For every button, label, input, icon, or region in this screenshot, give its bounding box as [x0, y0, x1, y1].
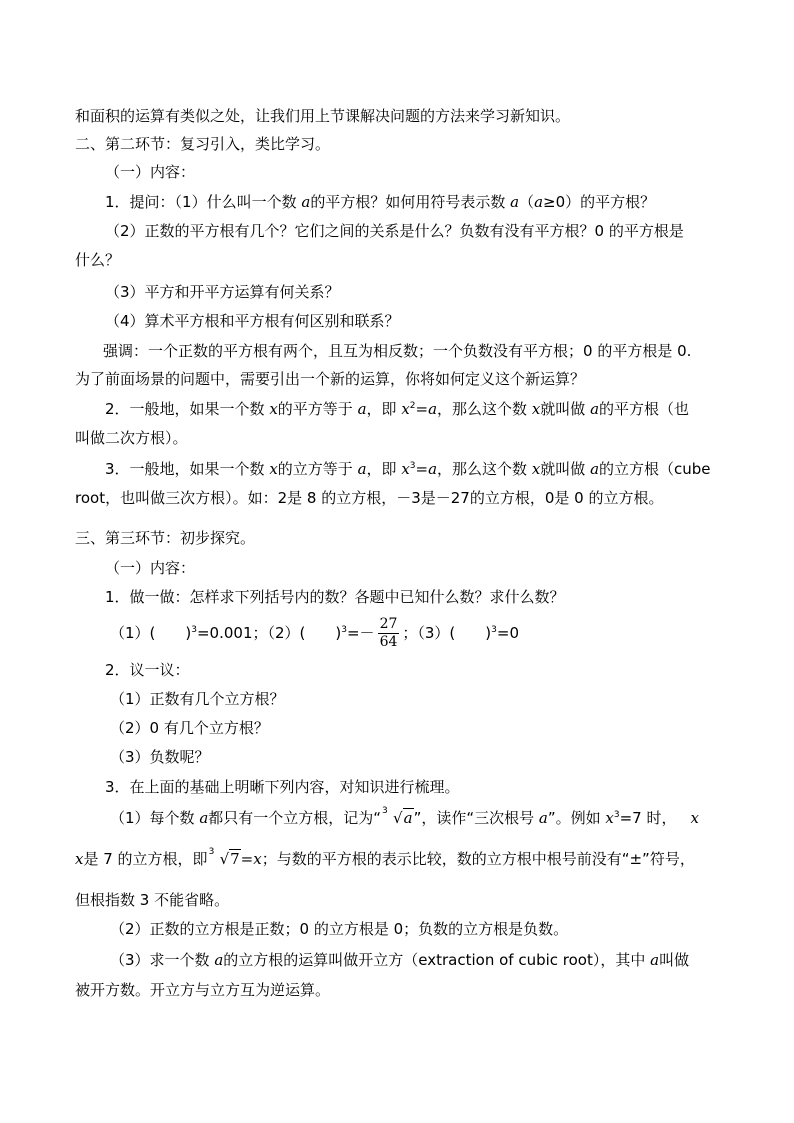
question-4-line: （4）算术平方根和平方根有何区别和联系？ — [105, 312, 400, 330]
summary-point-3-cont: 被开方数。开立方与立方互为逆运算。 — [75, 981, 331, 999]
question-3-line: （3）平方和开平方运算有何关系？ — [105, 283, 340, 301]
emphasis-line: 强调：一个正数的平方根有两个，且互为相反数；一个负数没有平方根；0 的平方根是 0. — [103, 342, 692, 360]
activity-discuss: 2．议一议： — [105, 661, 190, 679]
summary-point-2: （2）正数的立方根是正数；0 的立方根是 0；负数的立方根是负数。 — [110, 920, 569, 938]
activity-do: 1．做一做：怎样求下列括号内的数？各题中已知什么数？求什么数？ — [105, 588, 565, 606]
summary-point-1-cont2: 但根指数 3 不能省略。 — [75, 891, 230, 909]
question-2-line: （2）正数的平方根有几个？它们之间的关系是什么？负数有没有平方根？0 的平方根是 — [105, 222, 684, 240]
summary-point-1-cont: x是 7 的立方根，即 3 √7=x；与数的平方根的表示比较，数的立方根中根号前没有“±”符号， — [75, 847, 695, 868]
fraction-27-64: $\frac{27}{64}$ — [379, 616, 398, 650]
summary-point-1: （1）每个数 a都只有一个立方根，记为“ 3 √a”，读作“三次根号 a”。例如 $x^3=7$ 时， x — [110, 806, 699, 827]
summary-intro: 3．在上面的基础上明晰下列内容，对知识进行梳理。 — [105, 778, 460, 796]
discuss-q1: （1）正数有几个立方根？ — [110, 690, 285, 708]
definition-cube-root-cont: root，也叫做三次方根）。如：2是 8 的立方根，－3是－27的立方根，0是 0 的立方根。 — [75, 489, 664, 507]
question-1-line: 1．提问：（1）什么叫一个数 a的平方根？如何用符号表示数 a（a≥0）的平方根？ — [105, 193, 656, 211]
emphasis-line-cont: 为了前面场景的问题中，需要引出一个新的运算，你将如何定义这个新运算？ — [75, 370, 586, 388]
definition-square-root-cont: 叫做二次方根）。 — [75, 429, 188, 447]
definition-cube-root: 3．一般地，如果一个数 x的立方等于 a，即 $x^3=a$，那么这个数 x就叫做 a的立方根（cube — [105, 460, 711, 478]
cube-root-a: 3 √a — [382, 806, 413, 827]
subheading-content-2: （一）内容： — [105, 559, 196, 577]
discuss-q2: （2）0 有几个立方根？ — [110, 719, 269, 737]
definition-square-root: 2．一般地，如果一个数 x的平方等于 a，即 $x^2=a$，那么这个数 x就叫做 a的平方根（也 — [105, 400, 690, 418]
exercise-line: （1）( )$^3$=0.001；（2）( )$^3$=－ $\frac{27}{64}$ ；（3）( )$^3$=0 — [110, 616, 519, 650]
cube-root-7: 3 √7 — [208, 847, 240, 868]
text-line-1: 和面积的运算有类似之处，让我们用上节课解决问题的方法来学习新知识。 — [75, 107, 571, 125]
summary-point-3: （3）求一个数 a的立方根的运算叫做开立方（extraction of cubic root），其中 a叫做 — [110, 951, 690, 969]
section-heading-3: 三、第三环节：初步探究。 — [75, 529, 256, 547]
question-2-cont: 什么？ — [75, 251, 121, 269]
discuss-q3: （3）负数呢？ — [110, 748, 210, 766]
subheading-content-1: （一）内容： — [105, 163, 196, 181]
section-heading-2: 二、第二环节：复习引入，类比学习。 — [75, 135, 331, 153]
